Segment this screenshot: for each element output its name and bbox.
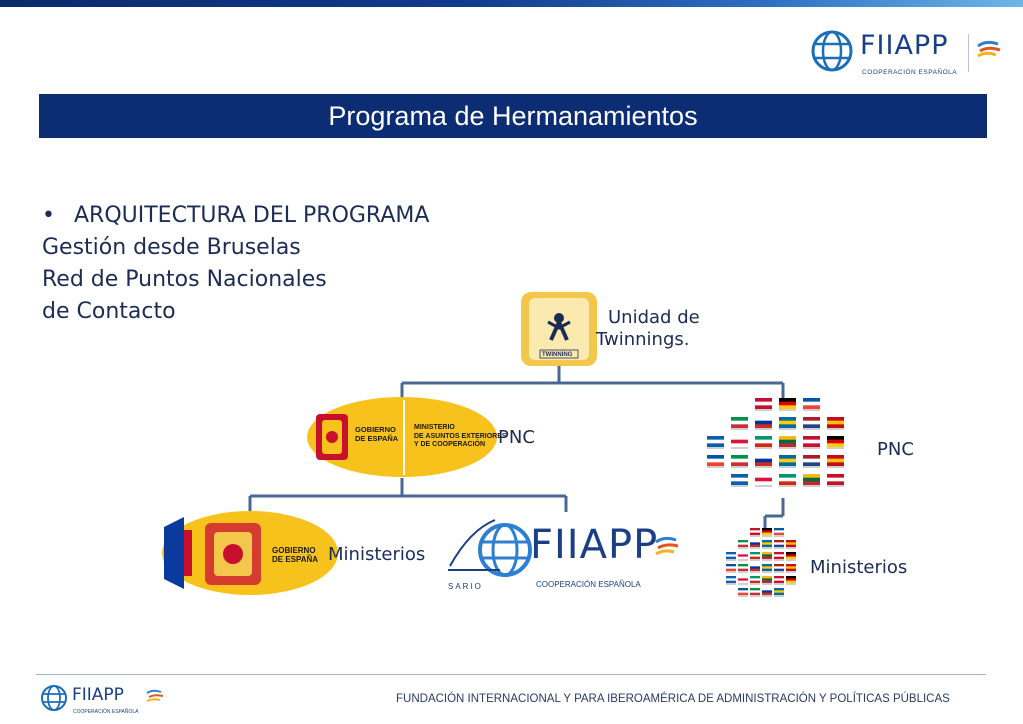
ministerio-label	[414, 424, 507, 450]
gobierno-label	[355, 426, 398, 443]
flag-icon	[762, 528, 772, 537]
flag-icon	[786, 576, 796, 585]
flag-icon	[750, 564, 760, 573]
flag-icon	[803, 474, 820, 487]
gobierno-label-ministries	[272, 546, 318, 564]
ministry-line: Y DE COOPERACIÓN	[414, 441, 486, 448]
fiiapp-partial-text: SARIO	[448, 582, 483, 591]
logo-wordmark: FIIAPP	[860, 30, 949, 61]
flag-icon	[774, 564, 784, 573]
flag-icon	[774, 588, 784, 597]
flag-icon	[779, 455, 796, 468]
flag-icon	[779, 398, 796, 411]
eu-flags-cluster	[707, 398, 844, 487]
flag-icon	[707, 455, 724, 468]
flag-icon	[779, 436, 796, 449]
flag-icon	[803, 398, 820, 411]
globe-icon	[40, 684, 68, 712]
flag-icon	[827, 455, 844, 468]
flag-icon	[750, 552, 760, 561]
fiiapp-node	[448, 516, 680, 594]
bullet-heading-text: ARQUITECTURA DEL PROGRAMA	[74, 203, 430, 228]
bullet-marker: •	[42, 203, 55, 228]
flag-icon	[726, 576, 736, 585]
fiiapp-subtext: COOPERACIÓN ESPAÑOLA	[536, 580, 641, 589]
flag-icon	[803, 455, 820, 468]
flag-icon	[750, 576, 760, 585]
flag-icon	[786, 564, 796, 573]
ministries-label-right: Ministerios	[810, 557, 908, 578]
flag-icon	[750, 588, 760, 597]
gov-line: GOBIERNO	[272, 546, 316, 555]
flag-icon	[774, 528, 784, 537]
flag-icon	[738, 552, 748, 561]
flag-icon	[750, 528, 760, 537]
ministry-line: DE ASUNTOS EXTERIORES	[414, 432, 507, 440]
flag-icon	[738, 576, 748, 585]
content-line: de Contacto	[42, 299, 176, 324]
flag-icon	[726, 564, 736, 573]
flag-icon	[731, 436, 748, 449]
flag-icon	[786, 552, 796, 561]
flag-icon	[827, 436, 844, 449]
ministries-label-left: Ministerios	[328, 544, 426, 565]
gov-line: GOBIERNO	[355, 425, 396, 434]
flag-icon	[738, 540, 748, 549]
flag-icon	[755, 417, 772, 430]
flag-icon	[827, 417, 844, 430]
flag-icon	[731, 455, 748, 468]
page-title: Programa de Hermanamientos	[39, 94, 987, 138]
pnc-label-left: PNC	[498, 427, 535, 448]
flag-icon	[755, 398, 772, 411]
flag-icon	[762, 576, 772, 585]
flag-icon	[827, 474, 844, 487]
flag-icon	[731, 474, 748, 487]
flag-icon	[731, 417, 748, 430]
label-line: Unidad de	[608, 307, 700, 328]
content-line: Red de Puntos Nacionales	[42, 267, 327, 292]
flag-icon	[762, 564, 772, 573]
pnc-label-right: PNC	[877, 439, 914, 460]
flag-icon	[762, 540, 772, 549]
flag-icon	[803, 417, 820, 430]
flag-icon	[774, 552, 784, 561]
footer-logo-wordmark: FIIAPP	[72, 685, 124, 705]
label-line: Twinnings.	[596, 329, 690, 350]
flag-icon	[762, 588, 772, 597]
flag-icon	[750, 540, 760, 549]
footer-logo-subtext: COOPERACIÓN ESPAÑOLA	[73, 709, 139, 715]
cooperacion-emblem-icon	[146, 689, 164, 703]
content-line: Gestión desde Bruselas	[42, 235, 301, 260]
flag-icon	[726, 552, 736, 561]
twinning-unit-label	[596, 307, 700, 351]
gov-line: DE ESPAÑA	[272, 555, 319, 564]
flag-icon	[779, 417, 796, 430]
flag-icon	[774, 576, 784, 585]
flag-icon	[774, 540, 784, 549]
flag-icon	[755, 474, 772, 487]
fiiapp-logo-footer	[38, 683, 178, 717]
flag-icon	[755, 436, 772, 449]
twinning-badge-text: TWINNING	[542, 352, 573, 358]
flag-icon	[779, 474, 796, 487]
flag-icon	[738, 588, 748, 597]
footer-text: FUNDACIÓN INTERNACIONAL Y PARA IBEROAMÉRICA DE ADMINISTRACIÓN Y POLÍTICAS PÚBLICAS	[396, 693, 950, 705]
eu-flags-small-cluster	[726, 528, 796, 597]
flag-icon	[762, 552, 772, 561]
footer-divider	[36, 674, 986, 675]
flag-icon	[707, 436, 724, 449]
flag-icon	[803, 436, 820, 449]
flag-icon	[786, 540, 796, 549]
fiiapp-wordmark: FIIAPP	[530, 522, 659, 568]
flag-icon	[738, 564, 748, 573]
gov-line: DE ESPAÑA	[355, 433, 399, 443]
logo-subtext: COOPERACIÓN ESPAÑOLA	[862, 69, 958, 76]
ministry-line: MINISTERIO	[414, 424, 455, 431]
flag-icon	[755, 455, 772, 468]
